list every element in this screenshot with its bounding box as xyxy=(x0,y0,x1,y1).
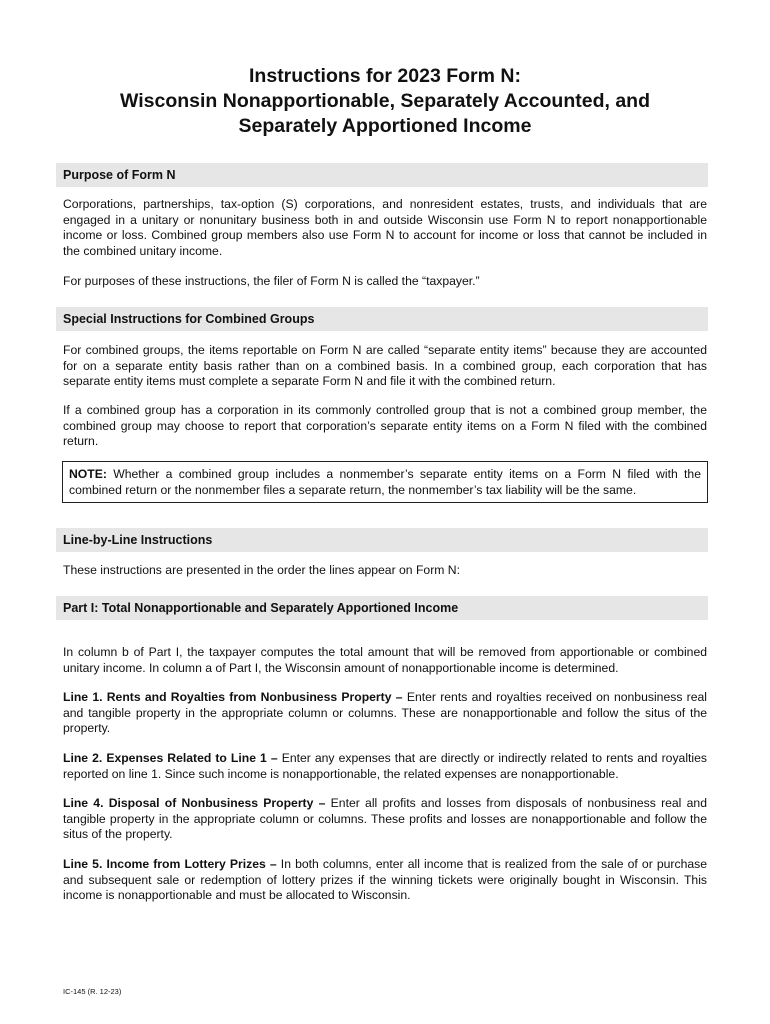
line-1-label: Line 1. Rents and Royalties from Nonbusiness Property – xyxy=(63,690,403,704)
section-heading-special: Special Instructions for Combined Groups xyxy=(56,307,708,331)
title-line-1: Instructions for 2023 Form N: xyxy=(249,65,521,87)
line-2-label: Line 2. Expenses Related to Line 1 – xyxy=(63,751,278,765)
purpose-paragraph-2: For purposes of these instructions, the filer of Form N is called the “taxpayer.” xyxy=(63,274,480,288)
purpose-paragraph-1: Corporations, partnerships, tax-option (S) corporations, and nonresident estates, trusts, and individuals that are engaged in a unitary or nonunitary business both in and outside Wisconsin use Form N to report nonapportionable income or loss. Combined group members also use Form N to account for income or loss that cannot be included in the combined unitary income. xyxy=(63,197,707,258)
line-4-text: Enter all profits and losses from disposals of nonbusiness real and tangible property in the appropriate column or columns. These profits and losses are nonapportionable and follow the situs of the property. xyxy=(63,796,707,842)
line-5-label: Line 5. Income from Lottery Prizes – xyxy=(63,857,277,871)
note-box xyxy=(62,461,708,503)
section-heading-part-1: Part I: Total Nonapportionable and Separately Apportioned Income xyxy=(56,596,708,620)
section-heading-purpose: Purpose of Form N xyxy=(56,163,708,187)
note-label: NOTE: xyxy=(69,467,107,481)
form-footer-code: IC-145 (R. 12-23) xyxy=(63,987,122,996)
title-line-3: Separately Apportioned Income xyxy=(238,115,532,137)
line-4-instructions xyxy=(63,796,707,843)
title-line-2: Wisconsin Nonapportionable, Separately Accounted, and xyxy=(119,90,650,112)
section-heading-line-by-line: Line-by-Line Instructions xyxy=(56,528,708,552)
note-text: Whether a combined group includes a nonmember’s separate entity items on a Form N filed with the combined return or the nonmember files a separate return, the nonmember’s tax liability will be the same. xyxy=(69,467,701,497)
special-paragraph-2: If a combined group has a corporation in its commonly controlled group that is not a combined group member, the combined group may choose to report that corporation’s separate entity items on a Form N filed with the combined return. xyxy=(63,403,707,449)
line-4-label: Line 4. Disposal of Nonbusiness Property – xyxy=(63,796,326,810)
line-1-text: Enter rents and royalties received on nonbusiness real and tangible property in the appropriate column or columns. These are nonapportionable and follow the situs of the property. xyxy=(63,690,707,736)
part-1-paragraph: In column b of Part I, the taxpayer computes the total amount that will be removed from apportionable or combined unitary income. In column a of Part I, the Wisconsin amount of nonapportionable income is determined. xyxy=(63,645,707,675)
line-by-line-paragraph: These instructions are presented in the order the lines appear on Form N: xyxy=(63,563,460,577)
document-title xyxy=(0,64,770,139)
line-1-instructions xyxy=(63,690,707,737)
special-paragraph-1: For combined groups, the items reportable on Form N are called “separate entity items” because they are accounted for on a separate entity basis rather than on a combined basis. In a combined group, each corporation that has separate entity items must complete a separate Form N and file it with the combined return. xyxy=(63,343,707,389)
line-2-text: Enter any expenses that are directly or indirectly related to rents and royalties reported on line 1. Since such income is nonapportionable, the related expenses are nonapportionable. xyxy=(63,751,707,781)
line-5-instructions xyxy=(63,857,707,904)
line-5-text: In both columns, enter all income that is realized from the sale of or purchase and subsequent sale or redemption of lottery prizes if the winning tickets were originally bought in Wisconsin. This income is nonapportionable and must be allocated to Wisconsin. xyxy=(63,857,708,903)
line-2-instructions xyxy=(63,751,707,782)
